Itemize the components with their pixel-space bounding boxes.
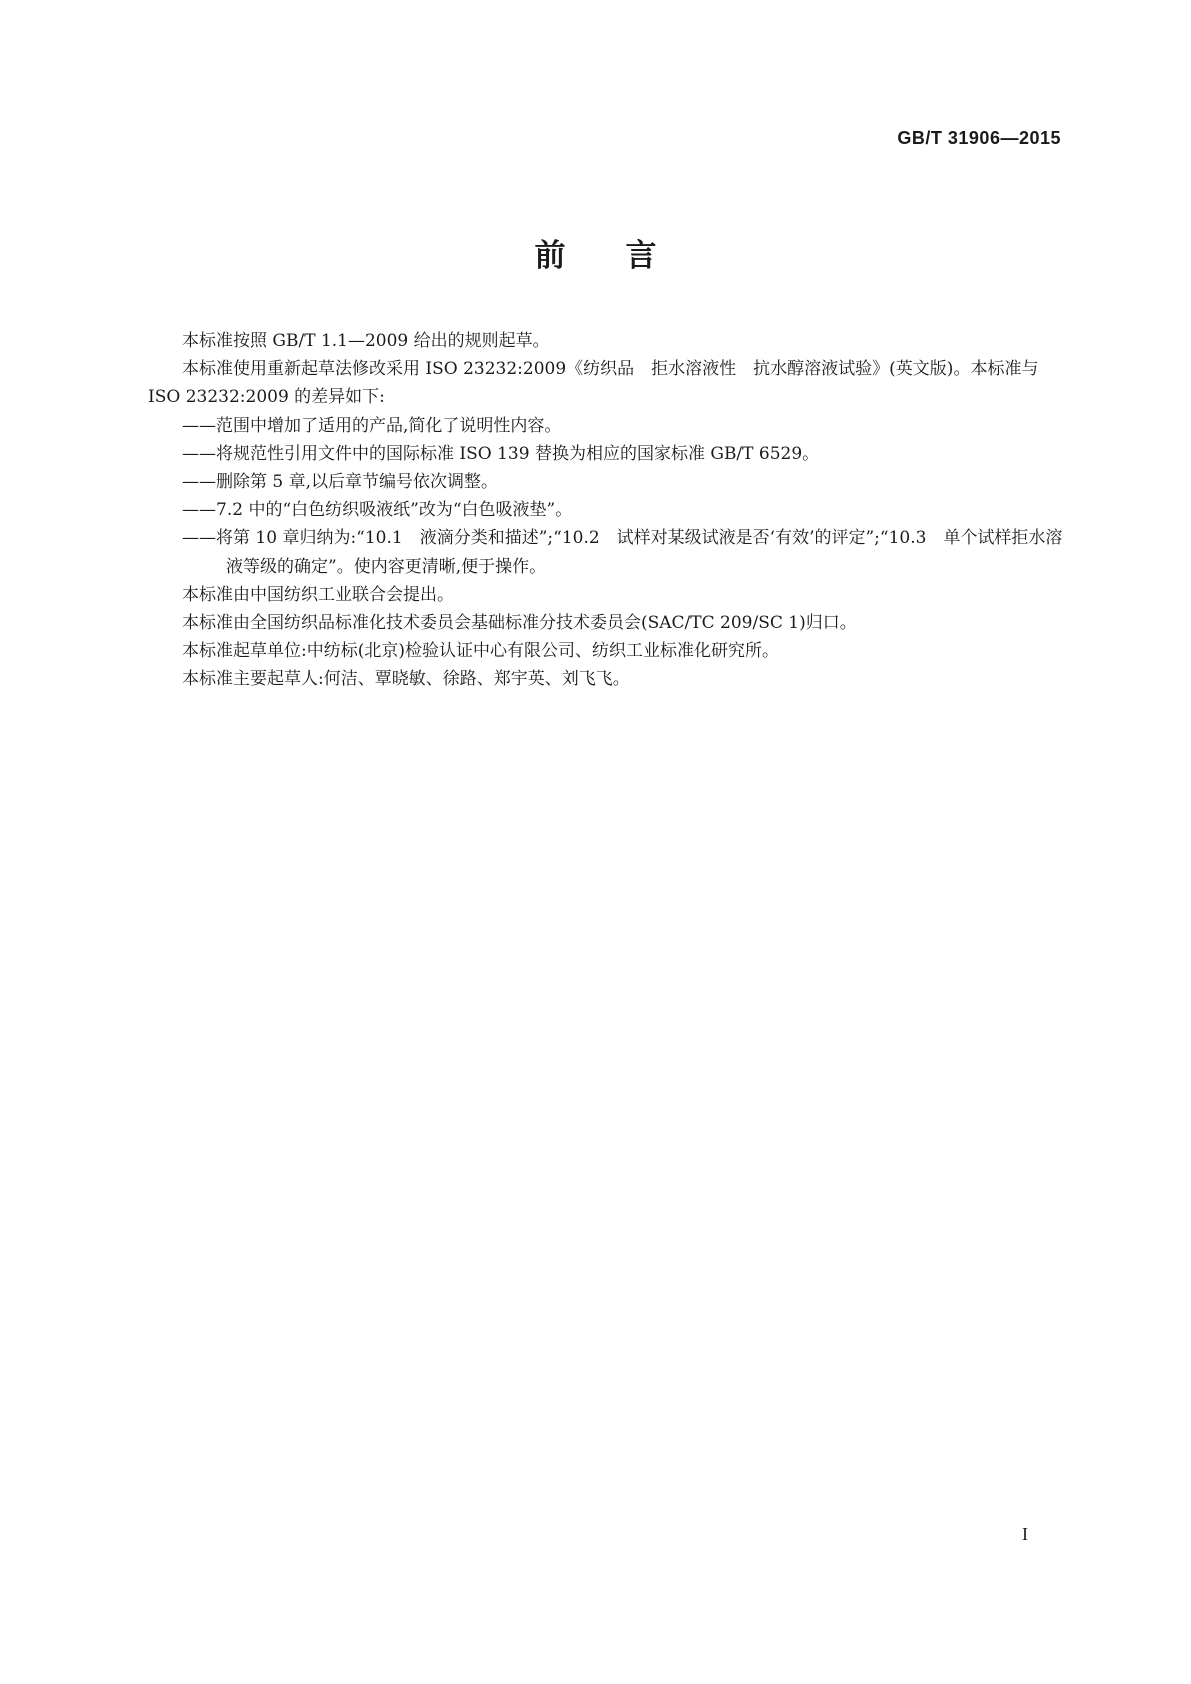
difference-item: ——删除第 5 章,以后章节编号依次调整。 xyxy=(182,472,499,493)
foreword-body xyxy=(148,327,1066,694)
paragraph-proposer: 本标准由中国纺织工业联合会提出。 xyxy=(182,584,454,605)
difference-item: ——7.2 中的“白色纺织吸液纸”改为“白色吸液垫”。 xyxy=(182,500,573,521)
standard-number: GB/T 31906—2015 xyxy=(897,128,1061,148)
paragraph-drafting-units: 本标准起草单位:中纺标(北京)检验认证中心有限公司、纺织工业标准化研究所。 xyxy=(182,641,779,662)
difference-item: ——将第 10 章归纳为:“10.1 液滴分类和描述”;“10.2 试样对某级试液是否‘有效’的评定”;“10.3 单个试样拒水溶液等级的确定”。使内容更清晰,便于操作。 xyxy=(182,528,1063,577)
paragraph-drafters: 本标准主要起草人:何洁、覃晓敏、徐路、郑宇英、刘飞飞。 xyxy=(182,669,630,690)
paragraph-drafting-rules: 本标准按照 GB/T 1.1—2009 给出的规则起草。 xyxy=(182,331,550,351)
paragraph-adoption: 本标准使用重新起草法修改采用 ISO 23232:2009《纺织品 拒水溶液性 抗水醇溶液试验》(英文版)。本标准与 ISO 23232:2009 的差异如下: xyxy=(148,359,1039,408)
page-number: I xyxy=(1022,1524,1028,1544)
paragraph-committee: 本标准由全国纺织品标准化技术委员会基础标准分技术委员会(SAC/TC 209/SC 1)归口。 xyxy=(182,613,857,634)
difference-item: ——将规范性引用文件中的国际标准 ISO 139 替换为相应的国家标准 GB/T 6529。 xyxy=(182,443,820,464)
difference-item: ——范围中增加了适用的产品,简化了说明性内容。 xyxy=(182,415,562,436)
page-title: 前言 xyxy=(534,238,717,274)
